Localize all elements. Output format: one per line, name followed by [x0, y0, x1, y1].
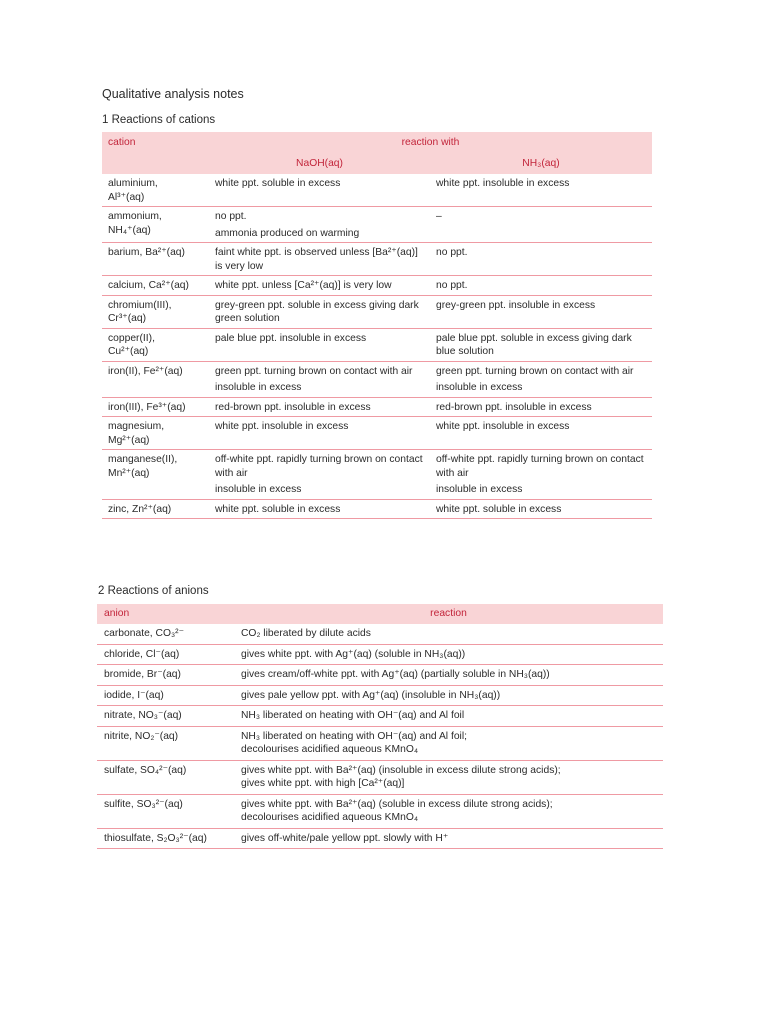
naoh-cell	[209, 361, 430, 397]
anion-name: thiosulfate, S₂O₃²⁻(aq)	[104, 832, 207, 844]
anion-column-header: anion	[97, 604, 234, 624]
nh3-cell	[430, 450, 652, 500]
naoh-observation: off-white ppt. rapidly turning brown on contact with air	[215, 454, 423, 479]
cation-name: magnesium,	[108, 421, 165, 432]
nh3-column-header: NH₃(aq)	[430, 153, 652, 174]
cation-cell	[102, 499, 209, 519]
nh3-cell	[430, 499, 652, 519]
cation-row	[102, 499, 652, 519]
reaction-with-header: reaction with	[209, 132, 652, 153]
cation-cell	[102, 295, 209, 328]
naoh-observation: grey-green ppt. soluble in excess giving dark green solution	[215, 299, 419, 324]
nh3-cell	[430, 276, 652, 296]
anion-cell	[97, 706, 234, 727]
anion-name: sulfite, SO₃²⁻(aq)	[104, 798, 183, 810]
anion-reaction: decolourises acidified aqueous KMnO₄	[241, 744, 419, 755]
nh3-observation: insoluble in excess	[436, 382, 523, 393]
cation-row	[102, 397, 652, 417]
cations-section-heading: 1 Reactions of cations	[102, 114, 216, 126]
naoh-cell	[209, 499, 430, 519]
anion-name: nitrite, NO₂⁻(aq)	[104, 730, 179, 742]
anions-header-row	[97, 604, 663, 624]
anions-table-body	[97, 624, 663, 849]
naoh-cell	[209, 450, 430, 500]
cation-name: ammonium,	[108, 211, 162, 222]
naoh-cell	[209, 174, 430, 207]
nh3-observation: –	[436, 211, 442, 222]
anion-reaction: gives off-white/pale yellow ppt. slowly with H⁺	[241, 832, 449, 844]
nh3-observation: white ppt. soluble in excess	[436, 503, 562, 515]
cation-name: calcium, Ca²⁺(aq)	[108, 280, 189, 291]
naoh-observation: no ppt.	[215, 211, 247, 222]
cation-name: manganese(II),	[108, 454, 178, 465]
naoh-observation: white ppt. soluble in excess	[215, 178, 341, 189]
cation-row	[102, 450, 652, 500]
anion-row	[97, 644, 663, 665]
naoh-cell	[209, 417, 430, 450]
anion-cell	[97, 828, 234, 849]
document-title: Qualitative analysis notes	[102, 87, 244, 101]
cation-name: iron(III), Fe³⁺(aq)	[108, 401, 186, 413]
anion-cell	[97, 644, 234, 665]
anion-reaction-cell	[234, 624, 663, 644]
cation-ion: Cu²⁺(aq)	[108, 346, 149, 357]
anion-reaction-cell	[234, 706, 663, 727]
cation-cell	[102, 174, 209, 207]
anion-reaction-cell	[234, 644, 663, 665]
cations-subheader-row	[102, 153, 652, 174]
cation-cell	[102, 450, 209, 500]
nh3-cell	[430, 417, 652, 450]
reaction-column-header: reaction	[234, 604, 663, 624]
anion-row	[97, 665, 663, 686]
anion-cell	[97, 794, 234, 828]
anion-reaction-cell	[234, 726, 663, 760]
anion-row	[97, 685, 663, 706]
anion-row	[97, 706, 663, 727]
cation-name: zinc, Zn²⁺(aq)	[108, 503, 172, 515]
anion-row	[97, 726, 663, 760]
cation-row	[102, 207, 652, 243]
anion-row	[97, 794, 663, 828]
nh3-cell	[430, 295, 652, 328]
cations-table	[102, 132, 652, 519]
naoh-observation: white ppt. unless [Ca²⁺(aq)] is very low	[215, 280, 392, 291]
nh3-observation: white ppt. insoluble in excess	[436, 421, 570, 432]
naoh-cell	[209, 295, 430, 328]
nh3-cell	[430, 174, 652, 207]
anion-cell	[97, 760, 234, 794]
cation-ion: Mn²⁺(aq)	[108, 467, 150, 479]
anion-name: bromide, Br⁻(aq)	[104, 669, 181, 680]
nh3-observation: no ppt.	[436, 247, 468, 258]
anion-row	[97, 624, 663, 644]
cation-name: chromium(III),	[108, 299, 172, 311]
cation-row	[102, 243, 652, 276]
cation-name: iron(II), Fe²⁺(aq)	[108, 365, 183, 377]
cation-row	[102, 174, 652, 207]
anion-reaction: CO₂ liberated by dilute acids	[241, 628, 371, 639]
cation-ion: Mg²⁺(aq)	[108, 434, 150, 446]
cation-ion: NH₄⁺(aq)	[108, 224, 151, 236]
nh3-observation: pale blue ppt. soluble in excess giving dark blue solution	[436, 332, 632, 357]
anion-cell	[97, 726, 234, 760]
cation-name: aluminium,	[108, 178, 158, 189]
naoh-observation: insoluble in excess	[215, 484, 302, 495]
anion-cell	[97, 665, 234, 686]
anion-name: carbonate, CO₃²⁻	[104, 628, 185, 639]
cation-row	[102, 328, 652, 361]
cation-cell	[102, 328, 209, 361]
cation-name: copper(II),	[108, 332, 155, 344]
cation-row	[102, 417, 652, 450]
naoh-cell	[209, 207, 430, 243]
naoh-column-header: NaOH(aq)	[209, 153, 430, 174]
anion-reaction: NH₃ liberated on heating with OH⁻(aq) and Al foil	[241, 710, 465, 721]
anion-reaction-cell	[234, 665, 663, 686]
anion-name: chloride, Cl⁻(aq)	[104, 648, 180, 660]
naoh-observation: pale blue ppt. insoluble in excess	[215, 332, 367, 344]
naoh-observation: white ppt. insoluble in excess	[215, 421, 349, 432]
anion-row	[97, 828, 663, 849]
anion-reaction: gives cream/off-white ppt. with Ag⁺(aq) (partially soluble in NH₃(aq))	[241, 669, 550, 680]
naoh-observation: green ppt. turning brown on contact with air	[215, 365, 413, 377]
nh3-observation: no ppt.	[436, 280, 468, 291]
cation-cell	[102, 417, 209, 450]
anion-reaction: gives white ppt. with high [Ca²⁺(aq)]	[241, 778, 405, 789]
anion-reaction: gives pale yellow ppt. with Ag⁺(aq) (insoluble in NH₃(aq))	[241, 689, 501, 701]
cation-ion: Cr³⁺(aq)	[108, 313, 147, 324]
anion-name: sulfate, SO₄²⁻(aq)	[104, 764, 187, 776]
anion-reaction: gives white ppt. with Ba²⁺(aq) (soluble in excess dilute strong acids);	[241, 798, 553, 810]
cation-cell	[102, 361, 209, 397]
anion-cell	[97, 624, 234, 644]
anions-section-heading: 2 Reactions of anions	[98, 585, 209, 597]
naoh-cell	[209, 328, 430, 361]
nh3-cell	[430, 361, 652, 397]
cation-cell	[102, 276, 209, 296]
cation-row	[102, 295, 652, 328]
anion-name: iodide, I⁻(aq)	[104, 689, 164, 701]
naoh-observation: white ppt. soluble in excess	[215, 503, 341, 515]
anion-reaction-cell	[234, 828, 663, 849]
cation-cell	[102, 243, 209, 276]
cation-subheader-blank	[102, 153, 209, 174]
naoh-observation: faint white ppt. is observed unless [Ba²⁺(aq)] is very low	[215, 247, 418, 272]
naoh-cell	[209, 243, 430, 276]
nh3-observation: white ppt. insoluble in excess	[436, 178, 570, 189]
cation-row	[102, 276, 652, 296]
naoh-cell	[209, 397, 430, 417]
cation-name: barium, Ba²⁺(aq)	[108, 247, 185, 258]
nh3-cell	[430, 207, 652, 243]
nh3-observation: insoluble in excess	[436, 484, 523, 495]
nh3-observation: red-brown ppt. insoluble in excess	[436, 401, 592, 413]
anion-reaction-cell	[234, 760, 663, 794]
anion-reaction-cell	[234, 685, 663, 706]
cation-column-header: cation	[102, 132, 209, 153]
anion-cell	[97, 685, 234, 706]
nh3-observation: grey-green ppt. insoluble in excess	[436, 299, 596, 311]
nh3-observation: off-white ppt. rapidly turning brown on contact with air	[436, 454, 644, 479]
anion-reaction: decolourises acidified aqueous KMnO₄	[241, 812, 419, 823]
cation-ion: Al³⁺(aq)	[108, 191, 145, 203]
cations-table-body	[102, 174, 652, 519]
naoh-observation: insoluble in excess	[215, 382, 302, 393]
anions-table	[97, 604, 663, 849]
anion-reaction: gives white ppt. with Ba²⁺(aq) (insoluble in excess dilute strong acids);	[241, 764, 561, 776]
nh3-cell	[430, 328, 652, 361]
anion-row	[97, 760, 663, 794]
naoh-observation: ammonia produced on warming	[215, 227, 360, 239]
cation-row	[102, 361, 652, 397]
nh3-cell	[430, 243, 652, 276]
anion-reaction: NH₃ liberated on heating with OH⁻(aq) and Al foil;	[241, 730, 467, 742]
cations-header-row	[102, 132, 652, 153]
naoh-cell	[209, 276, 430, 296]
nh3-observation: green ppt. turning brown on contact with air	[436, 365, 634, 377]
nh3-cell	[430, 397, 652, 417]
anion-reaction-cell	[234, 794, 663, 828]
anion-name: nitrate, NO₃⁻(aq)	[104, 710, 182, 721]
anion-reaction: gives white ppt. with Ag⁺(aq) (soluble in NH₃(aq))	[241, 648, 466, 660]
cation-cell	[102, 397, 209, 417]
naoh-observation: red-brown ppt. insoluble in excess	[215, 401, 371, 413]
cation-cell	[102, 207, 209, 243]
